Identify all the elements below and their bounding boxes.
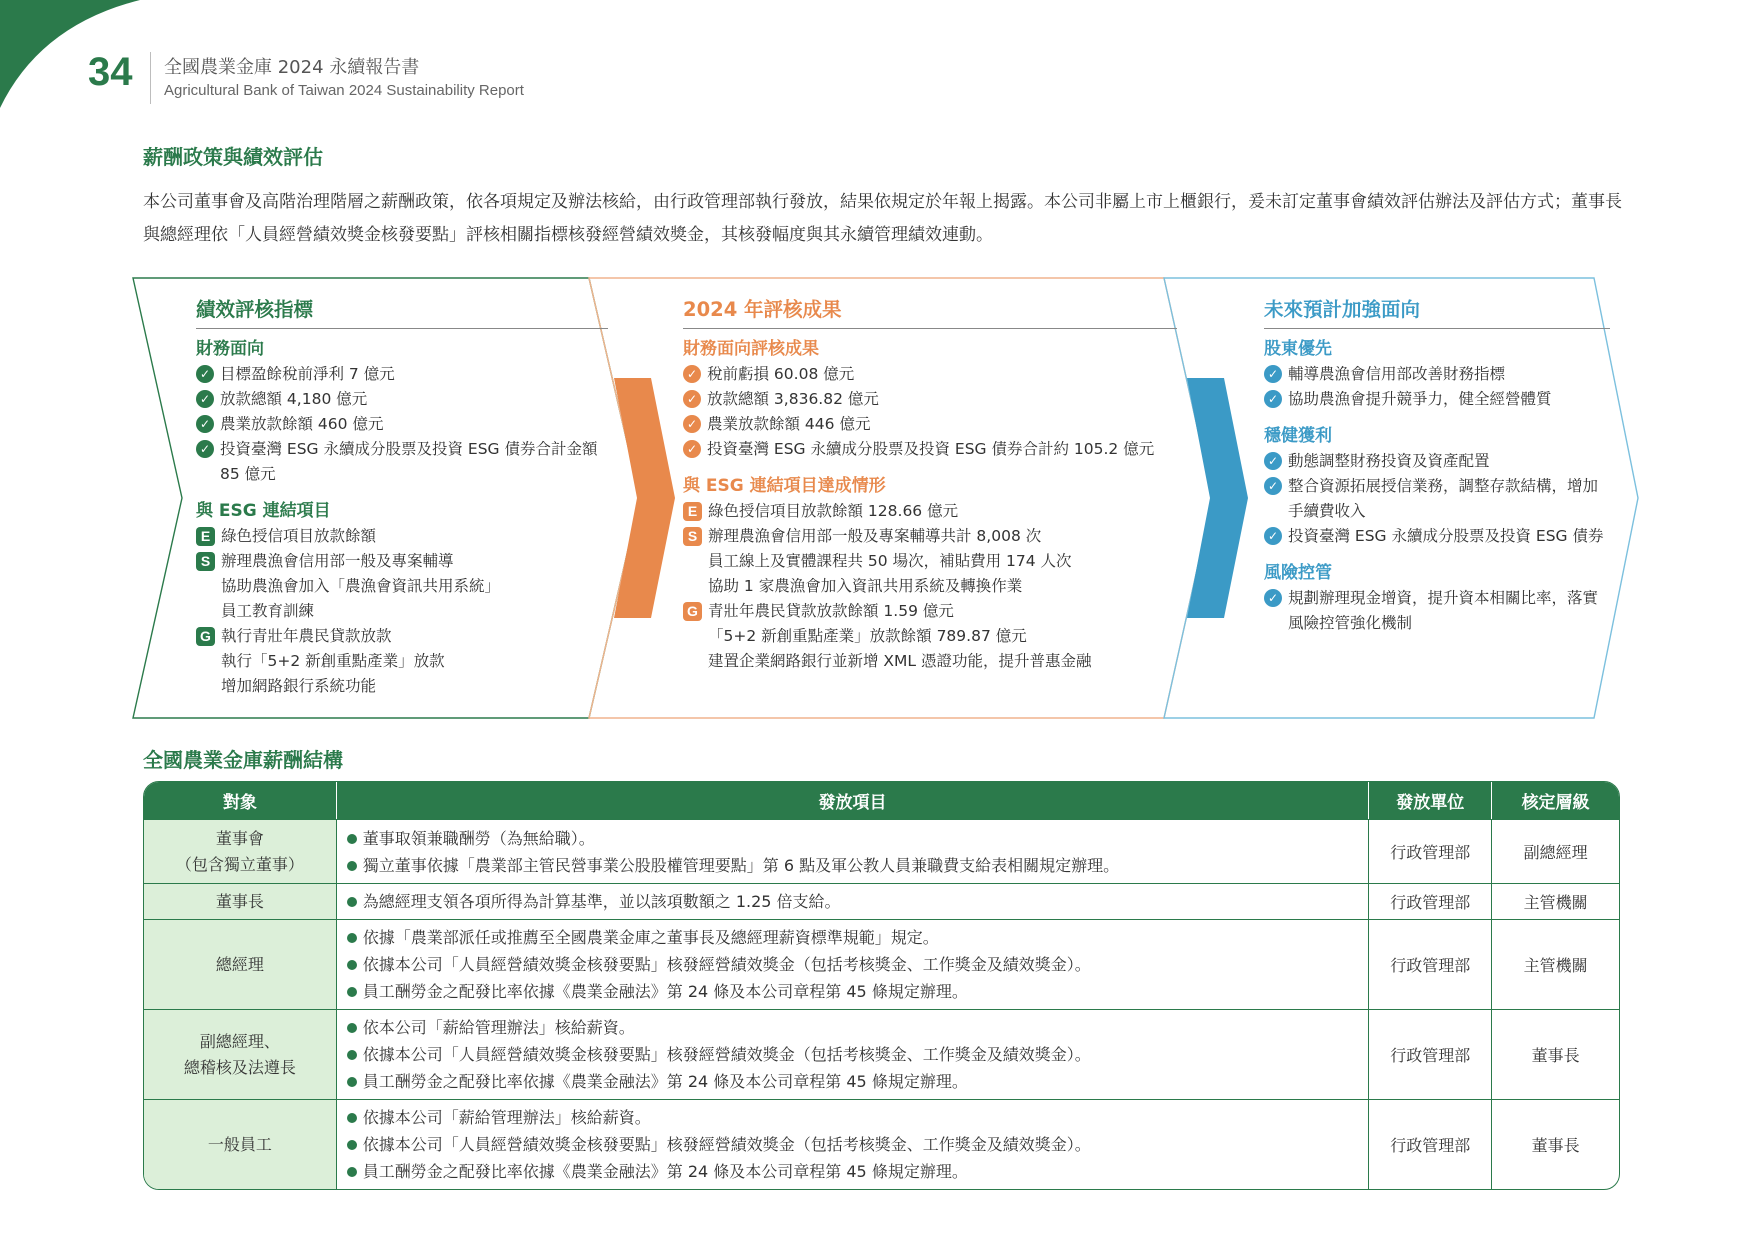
section-title-compensation-policy: 薪酬政策與績效評估 xyxy=(143,145,323,169)
col2-sub-esg: 與 ESG 連結項目達成情形 xyxy=(683,476,886,496)
table-row xyxy=(144,1099,1619,1189)
check-circle-icon: ✓ xyxy=(1264,365,1282,383)
orange-chevron-arrow-icon xyxy=(614,378,675,618)
report-subtitle: Agricultural Bank of Taiwan 2024 Sustainability Report xyxy=(164,82,524,99)
list-item: 增加網路銀行系統功能 xyxy=(221,677,377,695)
items-cell: 為總經理支領各項所得為計算基準，並以該項數額之 1.25 倍支給。 xyxy=(337,883,1370,919)
bullet-dot-icon xyxy=(347,834,357,844)
unit-cell: 行政管理部 xyxy=(1369,1009,1492,1099)
e-badge-icon: E xyxy=(196,527,215,546)
col1-heading: 績效評核指標 xyxy=(196,297,608,329)
list-item: ✓ 投資臺灣 ESG 永續成分股票及投資 ESG 債券合計金額 85 億元 xyxy=(196,437,608,487)
check-circle-icon: ✓ xyxy=(1264,477,1282,495)
target-cell: 一般員工 xyxy=(144,1099,337,1189)
col-2024-results xyxy=(683,297,1177,674)
list-item: ✓ 投資臺灣 ESG 永續成分股票及投資 ESG 債券合計約 105.2 億元 xyxy=(683,437,1177,462)
list-item: G 執行青壯年農民貸款放款 xyxy=(196,624,608,649)
list-item: 建置企業網路銀行並新增 XML 憑證功能，提升普惠金融 xyxy=(708,652,1092,670)
check-circle-icon: ✓ xyxy=(196,390,214,408)
header-divider xyxy=(150,52,151,104)
unit-cell: 行政管理部 xyxy=(1369,883,1492,919)
bullet-dot-icon xyxy=(347,1023,357,1033)
col-header-unit: 發放單位 xyxy=(1369,782,1492,819)
check-circle-icon: ✓ xyxy=(1264,452,1282,470)
table-row xyxy=(144,1009,1619,1099)
table-row xyxy=(144,919,1619,1009)
list-item: ✓ 農業放款餘額 446 億元 xyxy=(683,412,1177,437)
items-cell: 董事取領兼職酬勞（為無給職）。 獨立董事依據「農業部主管民營事業公股股權管理要點」第 6 點及軍公教人員兼職費支給表相關規定辦理。 xyxy=(337,819,1370,883)
list-item: ✓ 協助農漁會提升競爭力，健全經營體質 xyxy=(1264,387,1610,412)
target-cell: 副總經理、 總稽核及法遵長 xyxy=(144,1009,337,1099)
check-circle-icon: ✓ xyxy=(683,390,701,408)
list-item: ✓ 規劃辦理現金增資，提升資本相關比率，落實風險控管強化機制 xyxy=(1264,586,1610,636)
check-circle-icon: ✓ xyxy=(196,440,214,458)
col-future-focus xyxy=(1264,297,1610,636)
list-item: ✓ 投資臺灣 ESG 永續成分股票及投資 ESG 債券 xyxy=(1264,524,1610,549)
intro-paragraph: 本公司董事會及高階治理階層之薪酬政策，依各項規定及辦法核給，由行政管理部執行發放，結果依規定於年報上揭露。本公司非屬上市上櫃銀行，爰未訂定董事會績效評估辦法及評估方式；董事長與總經理依「人員經營績效獎金核發要點」評核相關指標核發經營績效獎金，其核發幅度與其永續管理績效連動。 xyxy=(143,192,1622,245)
list-item: G 青壯年農民貸款放款餘額 1.59 億元 xyxy=(683,599,1177,624)
check-circle-icon: ✓ xyxy=(196,365,214,383)
check-circle-icon: ✓ xyxy=(1264,390,1282,408)
col1-sub-esg: 與 ESG 連結項目 xyxy=(196,501,331,521)
list-item: 執行「5+2 新創重點產業」放款 xyxy=(221,652,445,670)
bullet-dot-icon xyxy=(347,987,357,997)
check-circle-icon: ✓ xyxy=(196,415,214,433)
table-row xyxy=(144,819,1619,883)
list-item: S 辦理農漁會信用部一般及專案輔導共計 8,008 次 xyxy=(683,524,1177,549)
bullet-dot-icon xyxy=(347,1113,357,1123)
s-badge-icon: S xyxy=(196,552,215,571)
level-cell: 主管機關 xyxy=(1492,919,1619,1009)
list-item: ✓ 整合資源拓展授信業務，調整存款結構，增加手續費收入 xyxy=(1264,474,1610,524)
list-item: ✓ 動態調整財務投資及資產配置 xyxy=(1264,449,1610,474)
page-number: 34 xyxy=(88,50,133,94)
col3-sub-profit: 穩健獲利 xyxy=(1264,426,1332,446)
items-cell: 依本公司「薪給管理辦法」核給薪資。 依據本公司「人員經營績效獎金核發要點」核發經營績效獎金（包括考核獎金、工作獎金及績效獎金）。 員工酬勞金之配發比率依據《農業金融法》第 24 條及本公司章程第 45 條規定辦理。 xyxy=(337,1009,1370,1099)
col-performance-indicators xyxy=(196,297,608,699)
g-badge-icon: G xyxy=(683,602,702,621)
check-circle-icon: ✓ xyxy=(683,415,701,433)
level-cell: 主管機關 xyxy=(1492,883,1619,919)
col3-heading: 未來預計加強面向 xyxy=(1264,297,1610,329)
level-cell: 董事長 xyxy=(1492,1009,1619,1099)
items-cell: 依據「農業部派任或推薦至全國農業金庫之董事長及總經理薪資標準規範」規定。 依據本公司「人員經營績效獎金核發要點」核發經營績效獎金（包括考核獎金、工作獎金及績效獎金）。 員工酬勞金之配發比率依據《農業金融法》第 24 條及本公司章程第 45 條規定辦理。 xyxy=(337,919,1370,1009)
unit-cell: 行政管理部 xyxy=(1369,819,1492,883)
bullet-dot-icon xyxy=(347,1140,357,1150)
bullet-dot-icon xyxy=(347,1050,357,1060)
list-item: 「5+2 新創重點產業」放款餘額 789.87 億元 xyxy=(708,627,1027,645)
unit-cell: 行政管理部 xyxy=(1369,1099,1492,1189)
target-cell: 總經理 xyxy=(144,919,337,1009)
bullet-dot-icon xyxy=(347,933,357,943)
check-circle-icon: ✓ xyxy=(1264,527,1282,545)
bullet-dot-icon xyxy=(347,1077,357,1087)
table-row xyxy=(144,883,1619,919)
s-badge-icon: S xyxy=(683,527,702,546)
report-title: 全國農業金庫 2024 永續報告書 xyxy=(164,57,420,78)
list-item: 協助 1 家農漁會加入資訊共用系統及轉換作業 xyxy=(708,577,1023,595)
col-header-level: 核定層級 xyxy=(1492,782,1619,819)
col2-sub-financial: 財務面向評核成果 xyxy=(683,339,819,359)
list-item: 員工教育訓練 xyxy=(221,602,315,620)
g-badge-icon: G xyxy=(196,627,215,646)
list-item: ✓ 放款總額 3,836.82 億元 xyxy=(683,387,1177,412)
items-cell: 依據本公司「薪給管理辦法」核給薪資。 依據本公司「人員經營績效獎金核發要點」核發經營績效獎金（包括考核獎金、工作獎金及績效獎金）。 員工酬勞金之配發比率依據《農業金融法》第 24 條及本公司章程第 45 條規定辦理。 xyxy=(337,1099,1370,1189)
compensation-table xyxy=(143,781,1620,1190)
unit-cell: 行政管理部 xyxy=(1369,919,1492,1009)
e-badge-icon: E xyxy=(683,502,702,521)
col3-sub-shareholders: 股東優先 xyxy=(1264,339,1332,359)
list-item: 協助農漁會加入「農漁會資訊共用系統」 xyxy=(221,577,501,595)
col-header-target: 對象 xyxy=(144,782,337,819)
check-circle-icon: ✓ xyxy=(683,365,701,383)
blue-chevron-arrow-icon xyxy=(1187,378,1248,618)
list-item: ✓ 農業放款餘額 460 億元 xyxy=(196,412,608,437)
check-circle-icon: ✓ xyxy=(683,440,701,458)
bullet-dot-icon xyxy=(347,897,357,907)
list-item: ✓ 稅前虧損 60.08 億元 xyxy=(683,362,1177,387)
col2-heading: 2024 年評核成果 xyxy=(683,297,1177,329)
list-item: ✓ 目標盈餘稅前淨利 7 億元 xyxy=(196,362,608,387)
list-item: E 綠色授信項目放款餘額 128.66 億元 xyxy=(683,499,1177,524)
list-item: S 辦理農漁會信用部一般及專案輔導 xyxy=(196,549,608,574)
table-header-row xyxy=(144,782,1619,819)
bullet-dot-icon xyxy=(347,1167,357,1177)
target-cell: 董事會 （包含獨立董事） xyxy=(144,819,337,883)
list-item: ✓ 放款總額 4,180 億元 xyxy=(196,387,608,412)
col1-sub-financial: 財務面向 xyxy=(196,339,264,359)
list-item: 員工線上及實體課程共 50 場次，補貼費用 174 人次 xyxy=(708,552,1072,570)
col3-sub-risk: 風險控管 xyxy=(1264,563,1332,583)
bullet-dot-icon xyxy=(347,861,357,871)
section-title-compensation-structure: 全國農業金庫薪酬結構 xyxy=(143,748,343,772)
list-item: ✓ 輔導農漁會信用部改善財務指標 xyxy=(1264,362,1610,387)
level-cell: 董事長 xyxy=(1492,1099,1619,1189)
col-header-items: 發放項目 xyxy=(337,782,1370,819)
level-cell: 副總經理 xyxy=(1492,819,1619,883)
bullet-dot-icon xyxy=(347,960,357,970)
target-cell: 董事長 xyxy=(144,883,337,919)
list-item: E 綠色授信項目放款餘額 xyxy=(196,524,608,549)
check-circle-icon: ✓ xyxy=(1264,589,1282,607)
